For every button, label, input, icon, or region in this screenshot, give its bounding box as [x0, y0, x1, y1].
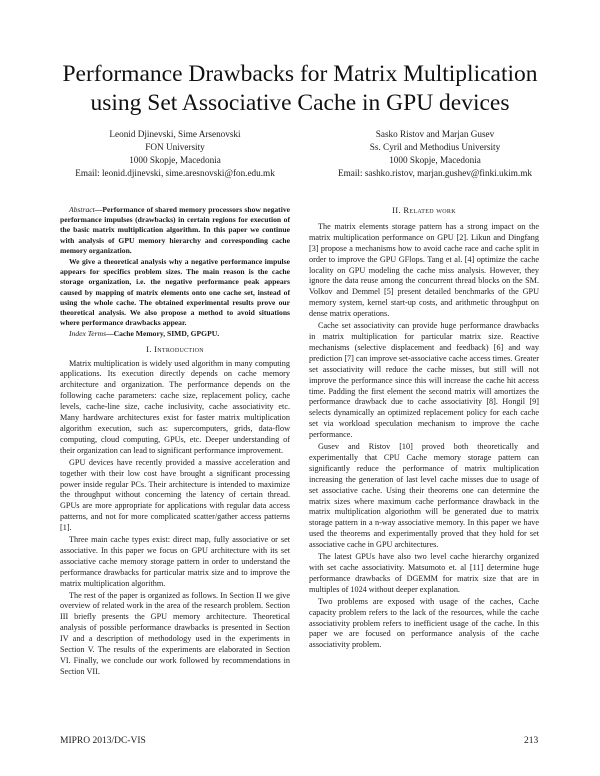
author-email: Email: leonid.djinevski, sime.aresnovski@fon.edu.mk [75, 168, 275, 178]
section-heading-introduction: I. Introduction [146, 343, 204, 354]
related-paragraph-2: Cache set associativity can provide huge performance drawbacks in matrix multiplication for particular matrix size. Reactive mechanisms (selective displacement and feedback) [6] and way prediction [7] can improve set-associative cache access times. Greater set associativity will reduce the cache misses, but still will not improve the performance since this will increase the cache hit access time. Padding the first element the second matrix will amortizes the performance drawback due to cache associativity [8]. Hongil [9] selects dynamically an optimized replacement policy for each cache set via workload speculation mechanism to improve the cache performance. [309, 321, 539, 440]
abstract [60, 205, 290, 328]
author-affiliation: FON University [145, 142, 205, 152]
author-affiliation: Ss. Cyril and Methodius University [369, 142, 501, 152]
left-column [60, 205, 290, 679]
abstract-label: Abstract [69, 205, 95, 214]
author-block-left [40, 128, 310, 180]
author-location: 1000 Skopje, Macedonia [129, 155, 221, 165]
intro-paragraph-3: Three main cache types exist: direct map, fully associative or set associative. In this paper we focus on GPU architecture with its set associative cache memory storage pattern in order to understand the performance drawbacks for particular matrix size and to improve the matrix multiplication algorithm. [60, 535, 290, 588]
abstract-paragraph-1: Abstract—Performance of shared memory processors show negative performance impulses (drawbacks) in certain regions for execution of the basic matrix multiplication algorithm. In this paper we continue with analysis of GPU memory hierarchy and corresponding cache memory organization. [60, 205, 290, 255]
intro-paragraph-1: Matrix multiplication is widely used algorithm in many computing applications. Its execution directly depends on cache memory architecture and organization. The performance depends on the following cache parameters: cache size, replacement policy, cache levels, cache-line size, cache inclusivity, cache associativity etc. Many hardware architectures exist for faster matrix multiplication algorithm execution, such as: supercomputers, grids, data-flow computing, cloud computing, GPUs, etc. Deeper understanding of their organization can lead to significant performance improvement. [60, 358, 290, 455]
index-terms-label: Index Terms [69, 329, 107, 339]
title-line-2: using Set Associative Cache in GPU devices [90, 90, 510, 116]
right-column [309, 205, 539, 652]
paper-title [30, 60, 570, 118]
related-paragraph-1: The matrix elements storage pattern has a strong impact on the matrix multiplication performance on GPU [2]. Likun and Dingfang [3] propose a mechanisms how to avoid cache race and cache split in order to improve the GPU GFlops. Tang et al. [4] optimize the cache locality on GPU modeling the cache miss analysis. However, they ignore the data reuse among the concurrent thread blocks on the SM. Volkov and Demmel [5] present detailed benchmarks of the GPU memory system, kernel start-up costs, and arithmetic throughput on dense matrix operations. [309, 221, 539, 319]
section-heading-related-work: II. Related work [392, 205, 456, 215]
related-paragraph-4: The latest GPUs have also two level cache hierarchy organized with set cache associativity. Matsumoto et. al [11] determine huge performance drawbacks of DGEMM for matrix size that are in multiples of 1024 without deeper explanation. [309, 552, 539, 594]
author-names: Leonid Djinevski, Sime Arsenovski [109, 129, 241, 139]
footer-conference: MIPRO 2013/DC-VIS [60, 736, 146, 746]
author-email: Email: sashko.ristov, marjan.gushev@finki.ukim.mk [338, 168, 532, 178]
intro-paragraph-2: GPU devices have recently provided a massive acceleration and together with their low cost have brought a significant processing power inside regular PCs. Their architecture is intended to maximize the throughput without concerning the latency of certain thread. GPUs are more appropriate for applications with regular data access patterns, and not for more complicated scatter/gather access patterns [1]. [60, 457, 290, 533]
author-location: 1000 Skopje, Macedonia [389, 155, 481, 165]
footer-page-number: 213 [524, 736, 539, 746]
related-paragraph-5: Two problems are exposed with usage of the caches, Cache capacity problem refers to the lack of the resources, while the cache associativity problem refers to inefficient usage of the cache. In this paper we are focused on performance analysis of the cache associativity problem. [309, 596, 539, 650]
related-paragraph-3: Gusev and Ristov [10] proved both theoretically and experimentally that CPU Cache memory storage pattern can significantly reduce the performance of matrix multiplication increasing the generation of last level cache misses due to usage of set associative cache. Using their theorems one can determine the matrix sizes where maximum cache performance drawback in the matrix multiplication algoriothm will be generated due to matrix storage pattern in a n-way associative memory. In this paper we have used the theorems and experimentally proved that they hold for set associative cache in GPU architectures. [309, 442, 539, 550]
abstract-paragraph-2: We give a theoretical analysis why a negative performance impulse appears for specifics problem sizes. The main reason is the cache storage organization, i.e. the negative performance peak appears caused by mapping of matrix elements onto one cache set, instead of using the whole cache. The obtained experimental results prove our theoretical analysis. We also propose a method to avoid situations where performance drawbacks appear. [60, 257, 290, 328]
author-block-right [300, 128, 570, 180]
author-names: Sasko Ristov and Marjan Gusev [375, 129, 495, 139]
intro-paragraph-4: The rest of the paper is organized as follows. In Section II we give overview of related work in the area of the research problem. Section III briefly presents the GPU memory architecture. Theoretical analysis of possible performance drawbacks is presented in Section IV and a description of methodology used in the experiments in Section V. The results of the experiments are elaborated in Section VI. Finally, we conclude our work followed by recommendations in Section VII. [60, 590, 290, 676]
index-terms: Index Terms—Cache Memory, SIMD, GPGPU. [69, 329, 220, 339]
title-line-1: Performance Drawbacks for Matrix Multiplication [62, 61, 538, 87]
